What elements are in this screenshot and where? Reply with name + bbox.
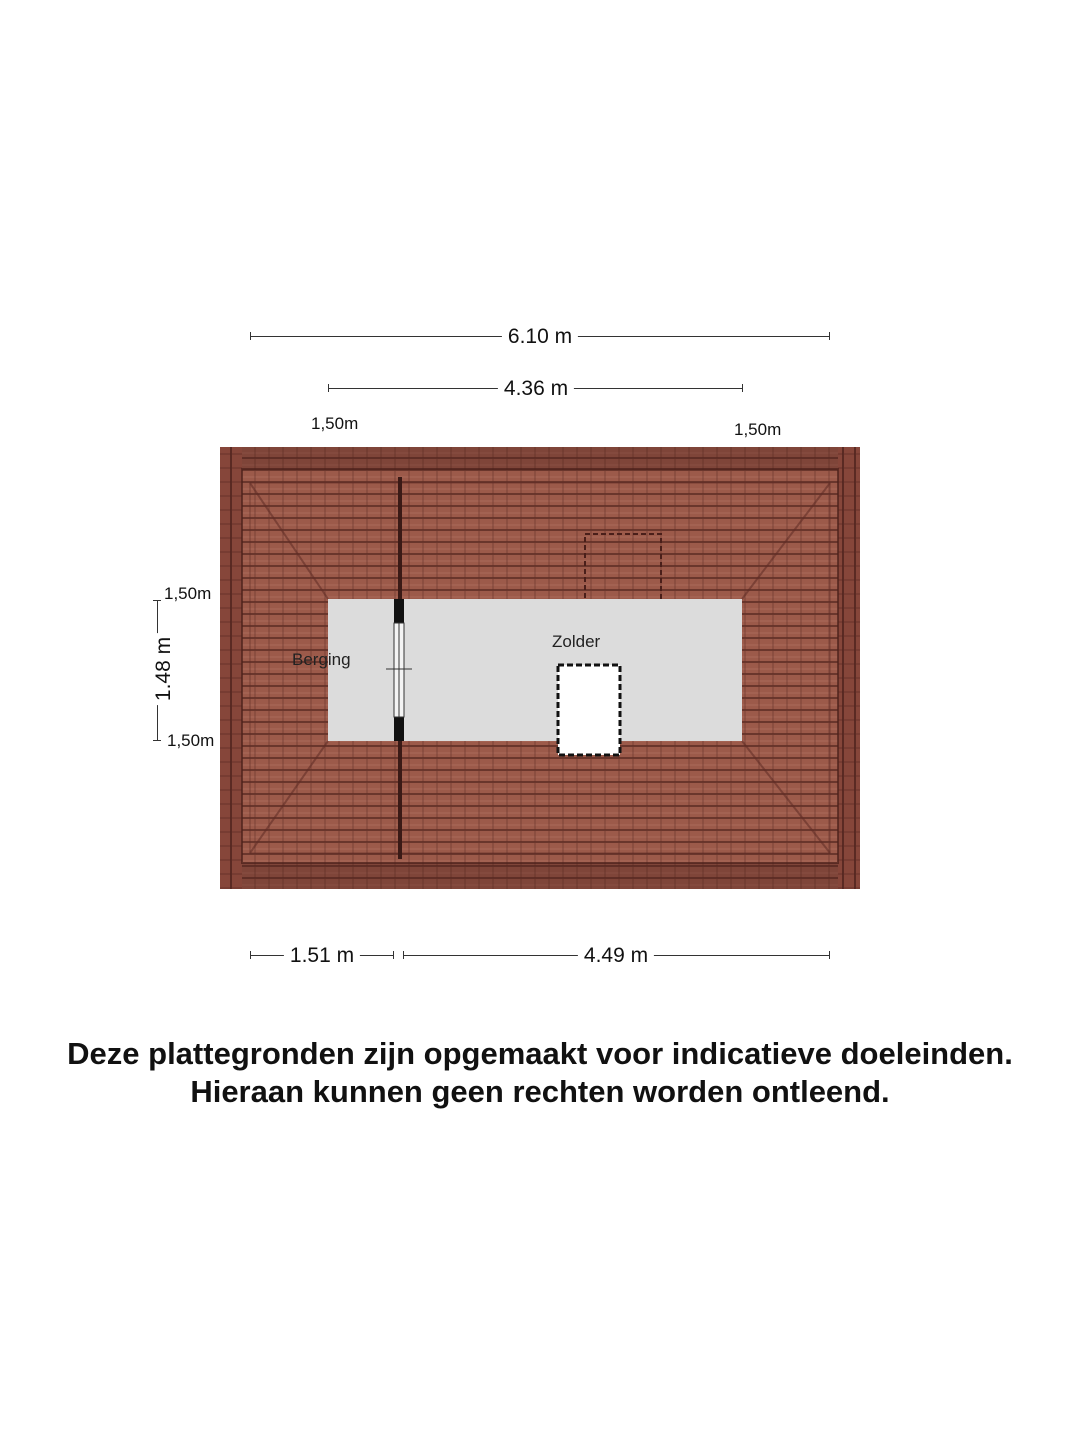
stair-opening [558, 665, 620, 755]
roof-eave-right [838, 447, 860, 889]
disclaimer-line-2: Hieraan kunnen geen rechten worden ontleend. [190, 1074, 890, 1109]
dimension-label-bottom-right: 4.49 m [578, 944, 654, 968]
wall-segment-bottom [394, 717, 404, 741]
dimension-label-left-height: 1.48 m [152, 633, 176, 705]
room-label-berging: Berging [292, 650, 351, 669]
attic-floor [328, 599, 742, 741]
overhang-label-left-top: 1,50m [164, 584, 212, 603]
room-label-zolder: Zolder [552, 632, 601, 651]
roof-floor-plan [220, 447, 860, 889]
overhang-label-left-bottom: 1,50m [167, 731, 215, 750]
disclaimer-line-1: Deze plattegronden zijn opgemaakt voor indicatieve doeleinden. [67, 1036, 1013, 1071]
dimension-label-top-total: 6.10 m [502, 325, 578, 349]
wall-segment-top [394, 599, 404, 623]
dimension-label-bottom-left: 1.51 m [284, 944, 360, 968]
dimension-label-top-inner: 4.36 m [498, 377, 574, 401]
roof-eave-left [220, 447, 242, 889]
overhang-label-top-right: 1,50m [734, 420, 782, 439]
overhang-label-top-left: 1,50m [311, 414, 359, 433]
